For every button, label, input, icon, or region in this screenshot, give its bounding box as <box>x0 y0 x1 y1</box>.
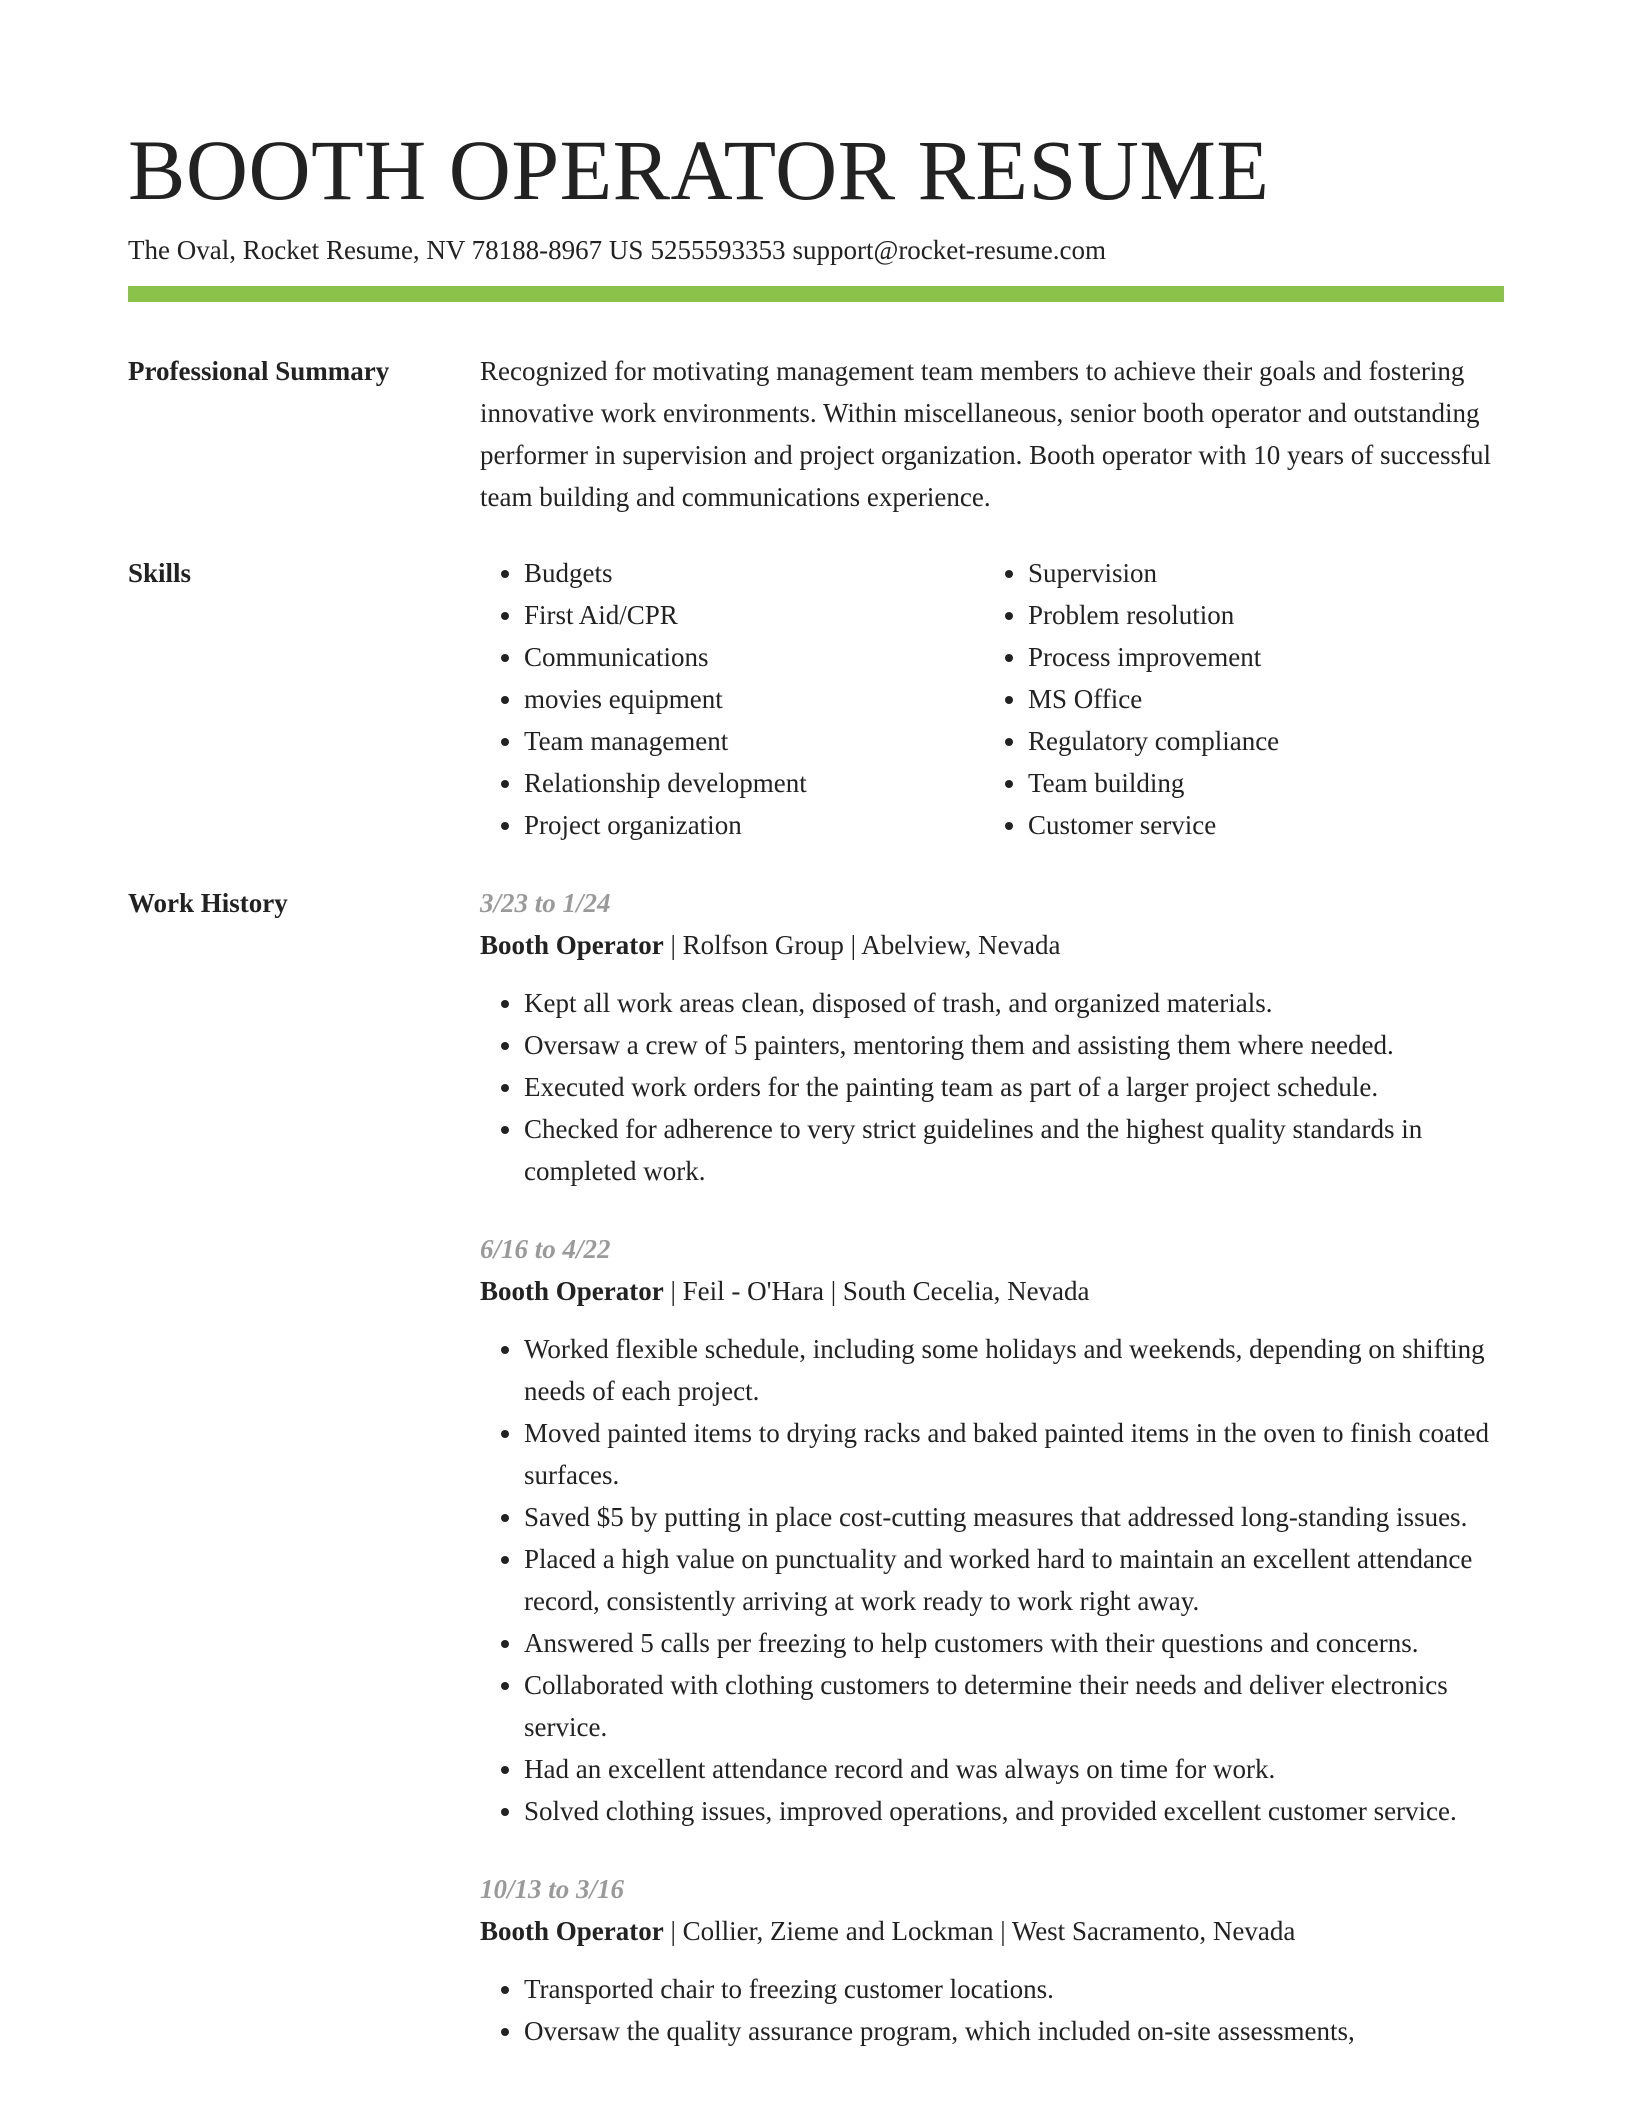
skills-section <box>128 552 1504 846</box>
jobs-list <box>480 882 1504 2088</box>
job-dates: 6/16 to 4/22 <box>480 1234 611 1264</box>
job-entry <box>480 1868 1504 2052</box>
job-title: Booth Operator <box>480 1276 664 1306</box>
skill-item: • Problem resolution <box>1028 594 1488 636</box>
job-bullet: • Oversaw the quality assurance program, which included on-site assessments, <box>524 2010 1504 2052</box>
job-entry <box>480 1228 1504 1832</box>
skills-label: Skills <box>128 558 192 588</box>
job-bullets <box>480 1968 1504 2052</box>
job-bullet: • Moved painted items to drying racks and baked painted items in the oven to finish coated surfaces. <box>524 1412 1504 1496</box>
address: The Oval, Rocket Resume, NV 78188-8967 US <box>128 235 644 265</box>
skill-item: • Project organization <box>524 804 984 846</box>
work-history-section <box>128 882 1504 2088</box>
job-title: Booth Operator <box>480 1916 664 1946</box>
job-bullet: • Executed work orders for the painting team as part of a larger project schedule. <box>524 1066 1504 1108</box>
job-bullet: • Oversaw a crew of 5 painters, mentoring them and assisting them where needed. <box>524 1024 1504 1066</box>
skill-item: • MS Office <box>1028 678 1488 720</box>
job-bullet: • Worked flexible schedule, including some holidays and weekends, depending on shifting needs of each project. <box>524 1328 1504 1412</box>
job-bullet: • Had an excellent attendance record and was always on time for work. <box>524 1748 1504 1790</box>
summary-text: Recognized for motivating management team members to achieve their goals and fostering innovative work environments. Within miscellaneous, senior booth operator and outstanding performer in supervision and project organization. Booth operator with 10 years of successful team building and communications experience. <box>480 356 1491 512</box>
job-entry <box>480 882 1504 1192</box>
job-bullet: • Kept all work areas clean, disposed of trash, and organized materials. <box>524 982 1504 1024</box>
job-dates: 10/13 to 3/16 <box>480 1874 625 1904</box>
job-heading <box>480 1910 1504 1952</box>
skill-item: • Communications <box>524 636 984 678</box>
skill-item: • Process improvement <box>1028 636 1488 678</box>
skills-list-left <box>480 552 984 846</box>
skill-item: • Budgets <box>524 552 984 594</box>
skill-item: • Relationship development <box>524 762 984 804</box>
job-bullet: • Collaborated with clothing customers to determine their needs and deliver electronics service. <box>524 1664 1504 1748</box>
skill-item: • Regulatory compliance <box>1028 720 1488 762</box>
job-bullets <box>480 982 1504 1192</box>
skills-list-right <box>984 552 1488 846</box>
job-title: Booth Operator <box>480 930 664 960</box>
skill-item: • Team management <box>524 720 984 762</box>
job-bullet: • Transported chair to freezing customer locations. <box>524 1968 1504 2010</box>
summary-label: Professional Summary <box>128 356 390 386</box>
job-company-location: | Feil - O'Hara | South Cecelia, Nevada <box>663 1276 1090 1306</box>
skill-item: • Team building <box>1028 762 1488 804</box>
work-history-label: Work History <box>128 888 288 918</box>
email: support@rocket-resume.com <box>792 235 1106 265</box>
job-company-location: | Rolfson Group | Abelview, Nevada <box>663 930 1061 960</box>
contact-line <box>128 232 1504 268</box>
resume-page <box>128 120 1504 2088</box>
job-bullet: • Solved clothing issues, improved operations, and provided excellent customer service. <box>524 1790 1504 1832</box>
job-company-location: | Collier, Zieme and Lockman | West Sacramento, Nevada <box>663 1916 1296 1946</box>
job-dates: 3/23 to 1/24 <box>480 888 611 918</box>
phone: 5255593353 <box>650 235 786 265</box>
header-divider <box>128 286 1504 302</box>
job-bullets <box>480 1328 1504 1832</box>
job-bullet: • Placed a high value on punctuality and worked hard to maintain an excellent attendance record, consistently arriving at work ready to work right away. <box>524 1538 1504 1622</box>
page-title: BOOTH OPERATOR RESUME <box>128 122 1270 218</box>
job-bullet: • Answered 5 calls per freezing to help customers with their questions and concerns. <box>524 1622 1504 1664</box>
skill-item: • Customer service <box>1028 804 1488 846</box>
summary-section <box>128 350 1504 518</box>
job-bullet: • Checked for adherence to very strict guidelines and the highest quality standards in completed work. <box>524 1108 1504 1192</box>
skill-item: • Supervision <box>1028 552 1488 594</box>
skill-item: • movies equipment <box>524 678 984 720</box>
job-heading <box>480 924 1504 966</box>
job-heading <box>480 1270 1504 1312</box>
job-bullet: • Saved $5 by putting in place cost-cutting measures that addressed long-standing issues. <box>524 1496 1504 1538</box>
skill-item: • First Aid/CPR <box>524 594 984 636</box>
